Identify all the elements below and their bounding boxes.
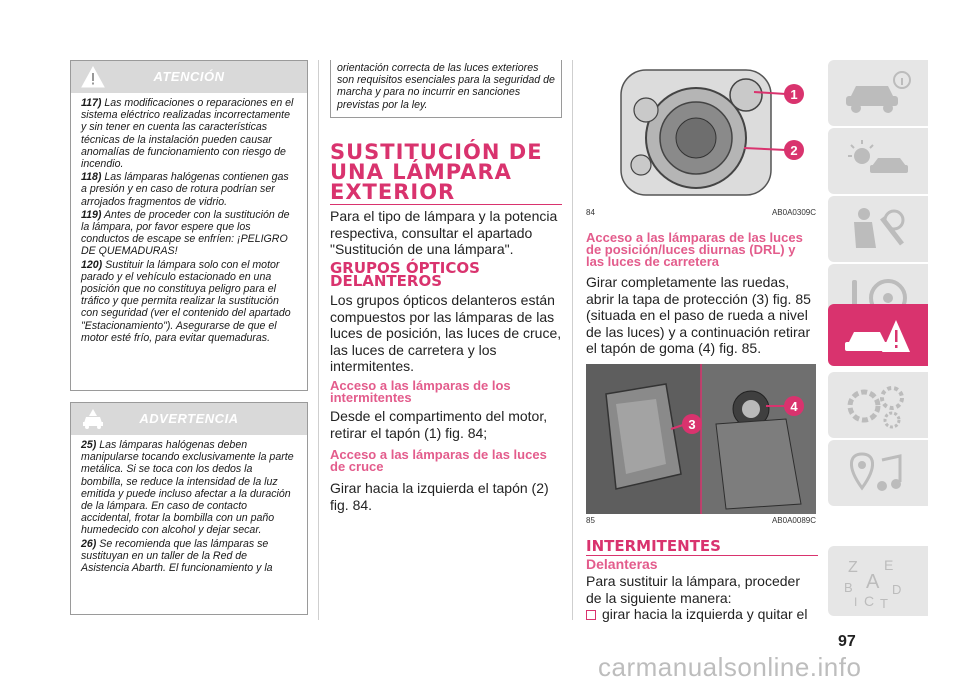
intro-text: Para el tipo de lámpara y la potencia respectiva, consultar el apartado "Sustitución de una lámpara". bbox=[330, 208, 558, 258]
callout-2: 2 bbox=[790, 143, 798, 158]
access-high-title-1: Acceso a las lámparas de los bbox=[330, 378, 511, 393]
warning-box bbox=[70, 60, 308, 391]
tab-safety[interactable] bbox=[828, 196, 928, 262]
intermit-heading bbox=[586, 537, 818, 556]
advice-box bbox=[70, 402, 308, 615]
index-letters-icon bbox=[842, 554, 912, 610]
note-text: Sustituir la lámpara solo con el motor parado y el vehículo estacionado en una posición que no constituya peligro para el tráfico y que permita realizar la sustitución con seguridad (ver el contenido del apartado "Estacionamiento"). Asegurarse de que el motor esté frío, para evitar quemaduras. bbox=[81, 258, 291, 344]
access-low-title-1: Acceso a las lámparas de las luces bbox=[330, 447, 547, 462]
note-number: 119) bbox=[81, 208, 102, 221]
access-high-title-2: intermitentes bbox=[330, 390, 412, 405]
access-low-title-2: de cruce bbox=[330, 459, 384, 474]
note-number: 117) bbox=[81, 97, 102, 109]
bullet-item bbox=[586, 606, 818, 623]
svg-text:E: E bbox=[884, 557, 894, 573]
service-gears-icon bbox=[842, 380, 912, 430]
svg-text:I: I bbox=[854, 595, 858, 609]
note-text: Antes de proceder con la sustitución de la lámpara, por favor espere que los conductos de escape se enfríen: ¡PELIGRO DE QUEMADURAS! bbox=[81, 208, 290, 258]
note-text: Las modificaciones o reparaciones en el sistema eléctrico realizadas incorrectamente y sin tener en cuenta las características técnicas de la instalación pueden causar anomalías de funcionamiento con riesgo de incendio. bbox=[81, 97, 294, 171]
fig85-number: 85 bbox=[586, 516, 595, 525]
warning-title: ATENCIÓN bbox=[153, 69, 225, 84]
bullet-text: girar hacia la izquierda y quitar el bbox=[602, 606, 808, 622]
bullet-icon bbox=[586, 610, 596, 620]
warning-notes bbox=[71, 93, 307, 344]
note-text: Se recomienda que las lámparas se sustituyan en un taller de la Red de Asistencia Abarth. El funcionamiento y la bbox=[81, 537, 273, 575]
svg-text:C: C bbox=[864, 593, 875, 609]
advice_box-note bbox=[81, 439, 297, 537]
note-number: 120) bbox=[81, 258, 103, 271]
svg-text:D: D bbox=[892, 582, 902, 597]
svg-text:A: A bbox=[866, 571, 880, 593]
access-low-text: Girar hacia la izquierda el tapón (2) fig. 84. bbox=[330, 480, 549, 513]
wheel-arch-photo bbox=[586, 364, 816, 514]
access-high-text: Desde el compartimento del motor, retirar el tapón (1) fig. 84; bbox=[330, 408, 548, 441]
drl-text: Girar completamente las ruedas, abrir la tapa de protección (3) fig. 85 (situada en el paso de rueda a nivel de las luces) y a continuación retirar el tapón de goma (4) fig. 85. bbox=[586, 274, 811, 357]
advice-header bbox=[71, 403, 307, 435]
page-number: 97 bbox=[838, 633, 856, 650]
callout-1: 1 bbox=[790, 87, 798, 102]
svg-text:T: T bbox=[880, 596, 888, 610]
tab-dashboard[interactable] bbox=[828, 128, 928, 194]
car-warning-icon bbox=[842, 312, 912, 362]
fig84-number: 84 bbox=[586, 208, 595, 217]
warning_box-note bbox=[81, 209, 297, 258]
access-low-title bbox=[330, 449, 562, 473]
tab-emergency[interactable] bbox=[828, 304, 928, 366]
heading-line-3: EXTERIOR bbox=[330, 180, 456, 204]
headlamp-diagram bbox=[586, 60, 816, 210]
continued-note: orientación correcta de las luces exteriores son requisitos esenciales para la seguridad de marcha y para no incurrir en sanciones previstas por la ley. bbox=[337, 62, 555, 111]
continued-note-box bbox=[330, 60, 562, 118]
drl-title-1: Acceso a las lámparas de las luces bbox=[586, 230, 803, 245]
subheading-line-2: DELANTEROS bbox=[330, 272, 443, 290]
heading-line-2: UNA LÁMPARA bbox=[330, 160, 512, 184]
figure-84 bbox=[586, 60, 816, 218]
figure-85 bbox=[586, 364, 816, 524]
dashboard-lights-icon bbox=[842, 136, 912, 186]
subheading-line-1: GRUPOS ÓPTICOS bbox=[330, 259, 480, 277]
delanteras-heading: Delanteras bbox=[586, 556, 658, 572]
delanteras-text: Para sustituir la lámpara, proceder de la siguiente manera: bbox=[586, 573, 800, 606]
warning_box-note bbox=[81, 259, 297, 344]
callout-3: 3 bbox=[688, 417, 696, 432]
advice-title: ADVERTENCIA bbox=[139, 411, 239, 426]
note-number: 26) bbox=[81, 537, 97, 550]
heading-line-1: SUSTITUCIÓN DE bbox=[330, 140, 543, 164]
note-number: 118) bbox=[81, 171, 102, 184]
intermit-heading-text: INTERMITENTES bbox=[586, 537, 721, 555]
fig84-code: AB0A0309C bbox=[771, 208, 816, 217]
advice_box-note bbox=[81, 538, 297, 575]
subintro-text: Los grupos ópticos delanteros están compuestos por las lámparas de las luces de posición, las luces de cruce, las luces de carretera y los intermitentes. bbox=[330, 292, 562, 375]
subheading bbox=[330, 259, 562, 290]
svg-text:B: B bbox=[844, 580, 853, 595]
callout-4: 4 bbox=[790, 399, 798, 414]
warning_box-note bbox=[81, 97, 297, 170]
drl-title-3: las luces de carretera bbox=[586, 254, 719, 269]
access-high-title bbox=[330, 380, 562, 404]
svg-text:Z: Z bbox=[848, 559, 858, 576]
fig85-code: AB0A0089C bbox=[771, 516, 816, 525]
airbag-seat-icon bbox=[842, 204, 912, 254]
tab-multimedia[interactable] bbox=[828, 440, 928, 506]
tab-index[interactable] bbox=[828, 546, 928, 616]
note-number: 25) bbox=[81, 439, 97, 451]
watermark: carmanualsonline.info bbox=[598, 652, 862, 682]
tab-vehicle-info[interactable] bbox=[828, 60, 928, 126]
car-info-icon bbox=[842, 68, 912, 118]
warning-header bbox=[71, 61, 307, 93]
advice-notes bbox=[71, 435, 307, 574]
drl-title bbox=[586, 232, 818, 268]
sound-navigation-icon bbox=[842, 448, 912, 498]
note-text: Las lámparas halógenas deben manipularse tocando exclusivamente la parte metálica. Si se toca con los dedos la bombilla, se reduce la intensidad de la luz emitida y puede incluso afectar a la duración de la lámpara. En caso de contacto accidental, frotar la bombilla con un paño humedecido con alcohol y dejar secar. bbox=[81, 439, 294, 537]
drl-title-2: de posición/luces diurnas (DRL) y bbox=[586, 242, 796, 257]
note-text: Las lámparas halógenas contienen gas a presión y en caso de rotura podrían ser arrojados fragmentos de vidrio. bbox=[81, 171, 289, 208]
tab-maintenance[interactable] bbox=[828, 372, 928, 438]
warning_box-note bbox=[81, 171, 297, 208]
section-heading bbox=[330, 142, 562, 205]
